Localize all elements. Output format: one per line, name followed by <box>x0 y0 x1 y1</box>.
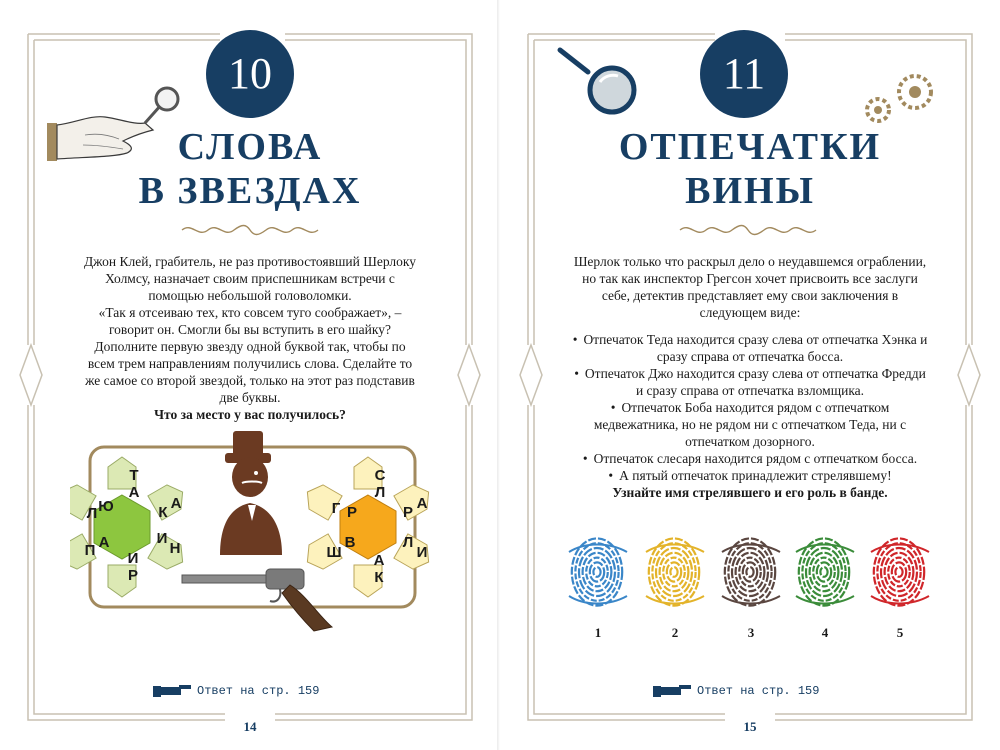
star-letter: Т <box>129 467 139 484</box>
star-letter: Ш <box>326 544 342 561</box>
answer-reference <box>653 683 819 699</box>
fingerprint-number: 5 <box>896 625 904 640</box>
title-line: СЛОВА <box>177 126 323 168</box>
clues-list <box>570 331 930 484</box>
gears-icon <box>860 70 940 130</box>
description-paragraph: «Так я отсеиваю тех, кто совсем туго соображает», – говорит он. Смогли бы вы вступить в его шайку? Дополните первую звезду одной буквой так, чтобы по всем трем направлениям получились слова. Сделайте то же самое со второй звездой, только на этот раз подставив две буквы. <box>85 305 415 405</box>
clue-item: • Отпечаток Джо находится сразу слева от отпечатка Фредди и сразу справа от отпечатка взломщика. <box>574 366 926 398</box>
description-paragraph: Джон Клей, грабитель, не раз противостоявший Шерлоку Холмсу, назначает своим приспешникам встречи с помощью небольшой головоломки. <box>83 254 417 303</box>
fingerprint-number: 1 <box>594 625 602 640</box>
clue-text: Отпечаток Боба находится рядом с отпечатком медвежатника, но не рядом ни с отпечатком Теда, ни с отпечатком дозорного. <box>593 400 907 449</box>
star-letter: К <box>374 569 384 586</box>
star-letter: А <box>98 534 110 551</box>
puzzle-title <box>0 125 500 213</box>
ornament-flourish <box>180 222 320 238</box>
page-number: 14 <box>243 719 257 734</box>
right-page <box>500 0 1000 750</box>
answer-reference-text: Ответ на стр. 159 <box>697 684 820 698</box>
clue-item: • Отпечаток Боба находится рядом с отпечатком медвежатника, но не рядом ни с отпечатком Теда, ни с отпечатком дозорного. <box>593 400 907 449</box>
fingerprint-number: 3 <box>747 625 755 640</box>
fingerprint-icon <box>642 532 708 614</box>
star-letter: А <box>170 495 182 512</box>
clue-item: • Отпечаток слесаря находится рядом с отпечатком босса. <box>582 451 918 466</box>
fingerprint-icon <box>792 532 858 614</box>
star-letter: А <box>416 495 428 512</box>
star-letter: Н <box>169 540 181 557</box>
star-letter: Р <box>346 504 358 521</box>
puzzle-description <box>80 253 420 423</box>
star-letter: В <box>344 534 356 551</box>
pointing-hand-icon <box>153 683 193 699</box>
fingerprint-item <box>565 532 631 641</box>
fingerprint-item <box>867 532 933 641</box>
star-letter: Ю <box>98 498 114 515</box>
clue-text: А пятый отпечаток принадлежит стрелявшему! <box>619 468 892 483</box>
description-paragraph: Шерлок только что раскрыл дело о неудавшемся ограблении, но так как инспектор Грегсон хочет присвоить все заслуги себе, детектив представляет ему свои заключения в следующем виде: <box>573 254 927 320</box>
puzzle-number-badge: 11 <box>700 30 788 118</box>
puzzle-question: Узнайте имя стрелявшего и его роль в банде. <box>612 485 888 500</box>
puzzle-description <box>570 253 930 501</box>
star-letter: Р <box>402 504 414 521</box>
puzzle-number-badge: 10 <box>206 30 294 118</box>
star-letter: И <box>156 530 168 547</box>
star-letter: С <box>374 467 386 484</box>
star-letter: А <box>128 484 140 501</box>
star-letter: Л <box>86 505 98 522</box>
fingerprint-item <box>642 532 708 641</box>
fingerprint-icon <box>565 532 631 614</box>
fingerprint-icon <box>867 532 933 614</box>
star-letter: Р <box>127 567 139 584</box>
page-number: 15 <box>743 719 757 734</box>
fingerprint-number: 2 <box>671 625 679 640</box>
answer-reference <box>153 683 319 699</box>
clue-text: Отпечаток Теда находится сразу слева от отпечатка Хэнка и сразу справа от отпечатка босса. <box>583 332 928 364</box>
star-letter: Г <box>331 500 341 517</box>
fingerprint-item <box>792 532 858 641</box>
star-puzzle-illustration <box>70 425 450 635</box>
clue-text: Отпечаток слесаря находится рядом с отпечатком босса. <box>593 451 918 466</box>
title-line: В ЗВЕЗДАХ <box>138 170 362 212</box>
answer-reference-text: Ответ на стр. 159 <box>197 684 320 698</box>
clue-text: Отпечаток Джо находится сразу слева от отпечатка Фредди и сразу справа от отпечатка взломщика. <box>584 366 926 398</box>
star-letter: Л <box>402 534 414 551</box>
star-letter: А <box>373 552 385 569</box>
fingerprint-number: 4 <box>821 625 829 640</box>
title-line: ВИНЫ <box>685 170 815 212</box>
title-line: ОТПЕЧАТКИ <box>618 126 882 168</box>
clue-item: • А пятый отпечаток принадлежит стрелявшему! <box>608 468 892 483</box>
fingerprint-item <box>718 532 784 641</box>
star-letter: Л <box>374 484 386 501</box>
ornament-flourish <box>678 222 818 238</box>
star-letter: И <box>416 544 428 561</box>
puzzle-question: Что за место у вас получилось? <box>154 407 346 422</box>
puzzle-title <box>500 125 1000 213</box>
clue-item: • Отпечаток Теда находится сразу слева от отпечатка Хэнка и сразу справа от отпечатка босса. <box>572 332 928 364</box>
star-letter: К <box>158 504 168 521</box>
fingerprint-icon <box>718 532 784 614</box>
star-letter: И <box>127 550 139 567</box>
pointing-hand-icon <box>653 683 693 699</box>
star-letter: П <box>84 542 96 559</box>
magnifying-glass-icon <box>552 42 652 122</box>
